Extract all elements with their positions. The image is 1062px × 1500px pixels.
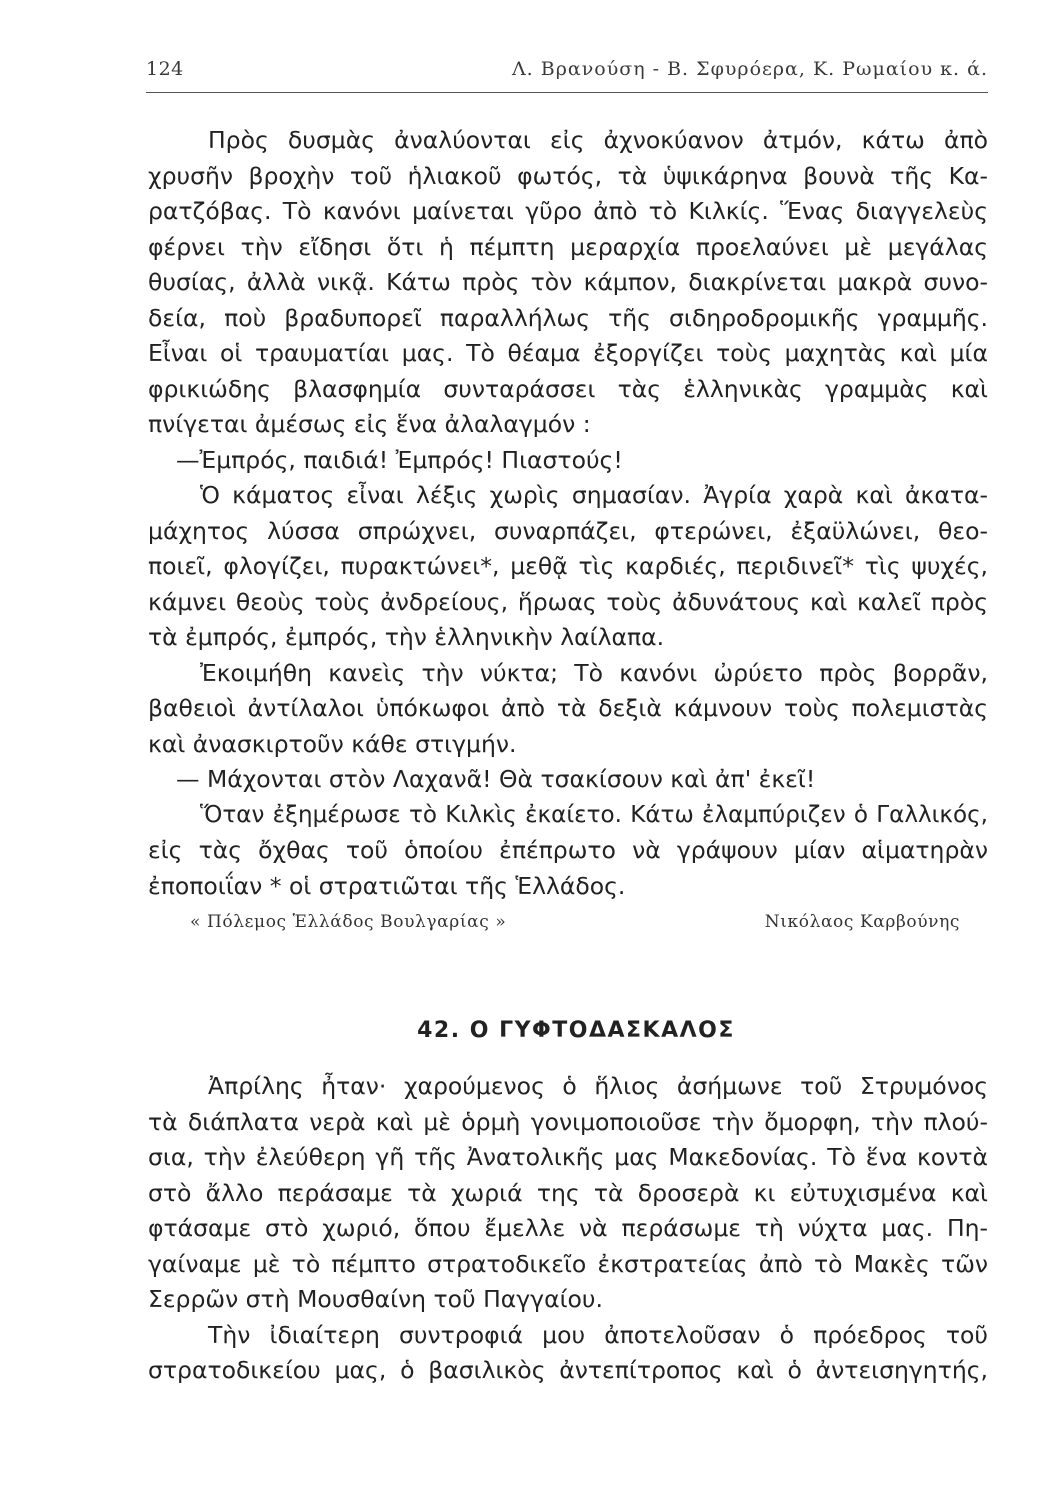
source-author: Νικόλαος Καρβούνης [764, 912, 960, 932]
passage-karvounis [148, 123, 988, 904]
text-line: εἰς τὰς ὄχθας τοῦ ὁποίου ἐπέπρωτο νὰ γράψουν μίαν αἱματηρὰν [148, 836, 988, 864]
text-line: τὰ ἐμπρός, ἐμπρός, τὴν ἑλληνικὴν λαίλαπα. [148, 623, 665, 651]
header-rule [146, 92, 988, 93]
text-line: Ὁ κάματος εἶναι λέξις χωρὶς σημασίαν. Ἀγρία χαρὰ καὶ ἀκατα- [200, 481, 988, 509]
text-line: Σερρῶν στὴ Μουσθαίνη τοῦ Παγγαίου. [148, 1285, 603, 1313]
text-line: σια, τὴν ἐλεύθερη γῆ τῆς Ἀνατολικῆς μας Μακεδονίας. Τὸ ἕνα κοντὰ [148, 1143, 988, 1171]
text-line: βαθειοὶ ἀντίλαλοι ὑπόκωφοι ἀπὸ τὰ δεξιὰ κάμνουν τοὺς πολεμιστὰς [148, 694, 988, 722]
text-line: Ἐκοιμήθη κανεὶς τὴν νύκτα; Τὸ κανόνι ὠρύετο πρὸς βορρᾶν, [200, 658, 988, 687]
text-line: στρατοδικείου μας, ὁ βασιλικὸς ἀντεπίτροπος καὶ ὁ ἀντεισηγητής, [148, 1356, 988, 1384]
text-line: κάμνει θεοὺς τοὺς ἀνδρείους, ἥρωας τοὺς ἀδυνάτους καὶ καλεῖ πρὸς [148, 587, 988, 616]
text-line: Ἀπρίλης ἦταν· χαρούμενος ὁ ἥλιος ἀσήμωνε τοῦ Στρυμόνος [208, 1072, 988, 1100]
source-title: « Πόλεμος Ἑλλάδος Βουλγαρίας » [190, 912, 507, 932]
text-line: μάχητος λύσσα σπρώχνει, συναρπάζει, φτερώνει, ἐξαϋλώνει, θεο- [148, 516, 988, 545]
page-number: 124 [146, 58, 184, 80]
text-line: φρικιώδης βλασφημία συνταράσσει τὰς ἑλληνικὰς γραμμὰς καὶ [148, 374, 988, 403]
text-line: —Ἐμπρός, παιδιά! Ἐμπρός! Πιαστούς! [176, 445, 623, 474]
text-line: στὸ ἄλλο περάσαμε τὰ χωριά της τὰ δροσερὰ κι εὐτυχισμένα καὶ [148, 1178, 988, 1207]
text-line: δεία, ποὺ βραδυπορεῖ παραλλήλως τῆς σιδηροδρομικῆς γραμμῆς. [148, 303, 988, 332]
chapter-heading: 42. Ο ΓΥΦΤΟΔΑΣΚΑΛΟΣ [417, 1018, 735, 1043]
text-line: φτάσαμε στὸ χωριό, ὅπου ἔμελλε νὰ περάσωμε τὴ νύχτα μας. Πη- [148, 1214, 988, 1242]
text-line: ποιεῖ, φλογίζει, πυρακτώνει*, μεθᾷ τὶς καρδιές, περιδινεῖ* τὶς ψυχές, [148, 552, 988, 580]
text-line: Ὅταν ἐξημέρωσε τὸ Κιλκὶς ἐκαίετο. Κάτω ἐλαμπύριζεν ὁ Γαλλικός, [200, 801, 988, 828]
running-header [146, 58, 988, 90]
source-citation [190, 912, 960, 942]
text-line: Εἶναι οἱ τραυματίαι μας. Τὸ θέαμα ἐξοργίζει τοὺς μαχητὰς καὶ μία [148, 339, 988, 367]
text-line: πνίγεται ἀμέσως εἰς ἕνα ἀλαλαγμόν : [148, 410, 591, 438]
text-line: θυσίας, ἀλλὰ νικᾷ. Κάτω πρὸς τὸν κάμπον, διακρίνεται μακρὰ συνο- [148, 268, 988, 296]
text-line: φέρνει τὴν εἴδησι ὅτι ἡ πέμπτη μεραρχία προελαύνει μὲ μεγάλας [148, 232, 988, 261]
running-title: Λ. Βρανούση - Β. Σφυρόερα, Κ. Ρωμαίου κ. ά. [511, 58, 988, 80]
text-line: Πρὸς δυσμὰς ἀναλύονται εἰς ἀχνοκύανον ἀτμόν, κάτω ἀπὸ [208, 126, 988, 154]
text-line: ἐποποιΐαν * οἱ στρατιῶται τῆς Ἑλλάδος. [148, 871, 626, 900]
passage-gyftodaskalos [148, 1069, 988, 1389]
text-line: τὰ διάπλατα νερὰ καὶ μὲ ὁρμὴ γονιμοποιοῦσε τὴν ὄμορφη, τὴν πλού- [148, 1107, 988, 1136]
text-line: — Μάχονται στὸν Λαχανᾶ! Θὰ τσακίσουν καὶ ἀπ' ἐκεῖ! [176, 765, 816, 793]
text-line: ρατζόβας. Τὸ κανόνι μαίνεται γῦρο ἀπὸ τὸ Κιλκίς. Ἕνας διαγγελεὺς [148, 197, 988, 225]
text-line: καὶ ἀνασκιρτοῦν κάθε στιγμήν. [148, 729, 517, 758]
text-line: χρυσῆν βροχὴν τοῦ ἡλιακοῦ φωτός, τὰ ὑψικάρηνα βουνὰ τῆς Κα- [148, 161, 988, 190]
text-line: γαίναμε μὲ τὸ πέμπτο στρατοδικεῖο ἐκστρατείας ἀπὸ τὸ Μακὲς τῶν [148, 1249, 988, 1278]
text-line: Τὴν ἰδιαίτερη συντροφιά μου ἀποτελοῦσαν ὁ πρόεδρος τοῦ [208, 1320, 988, 1349]
